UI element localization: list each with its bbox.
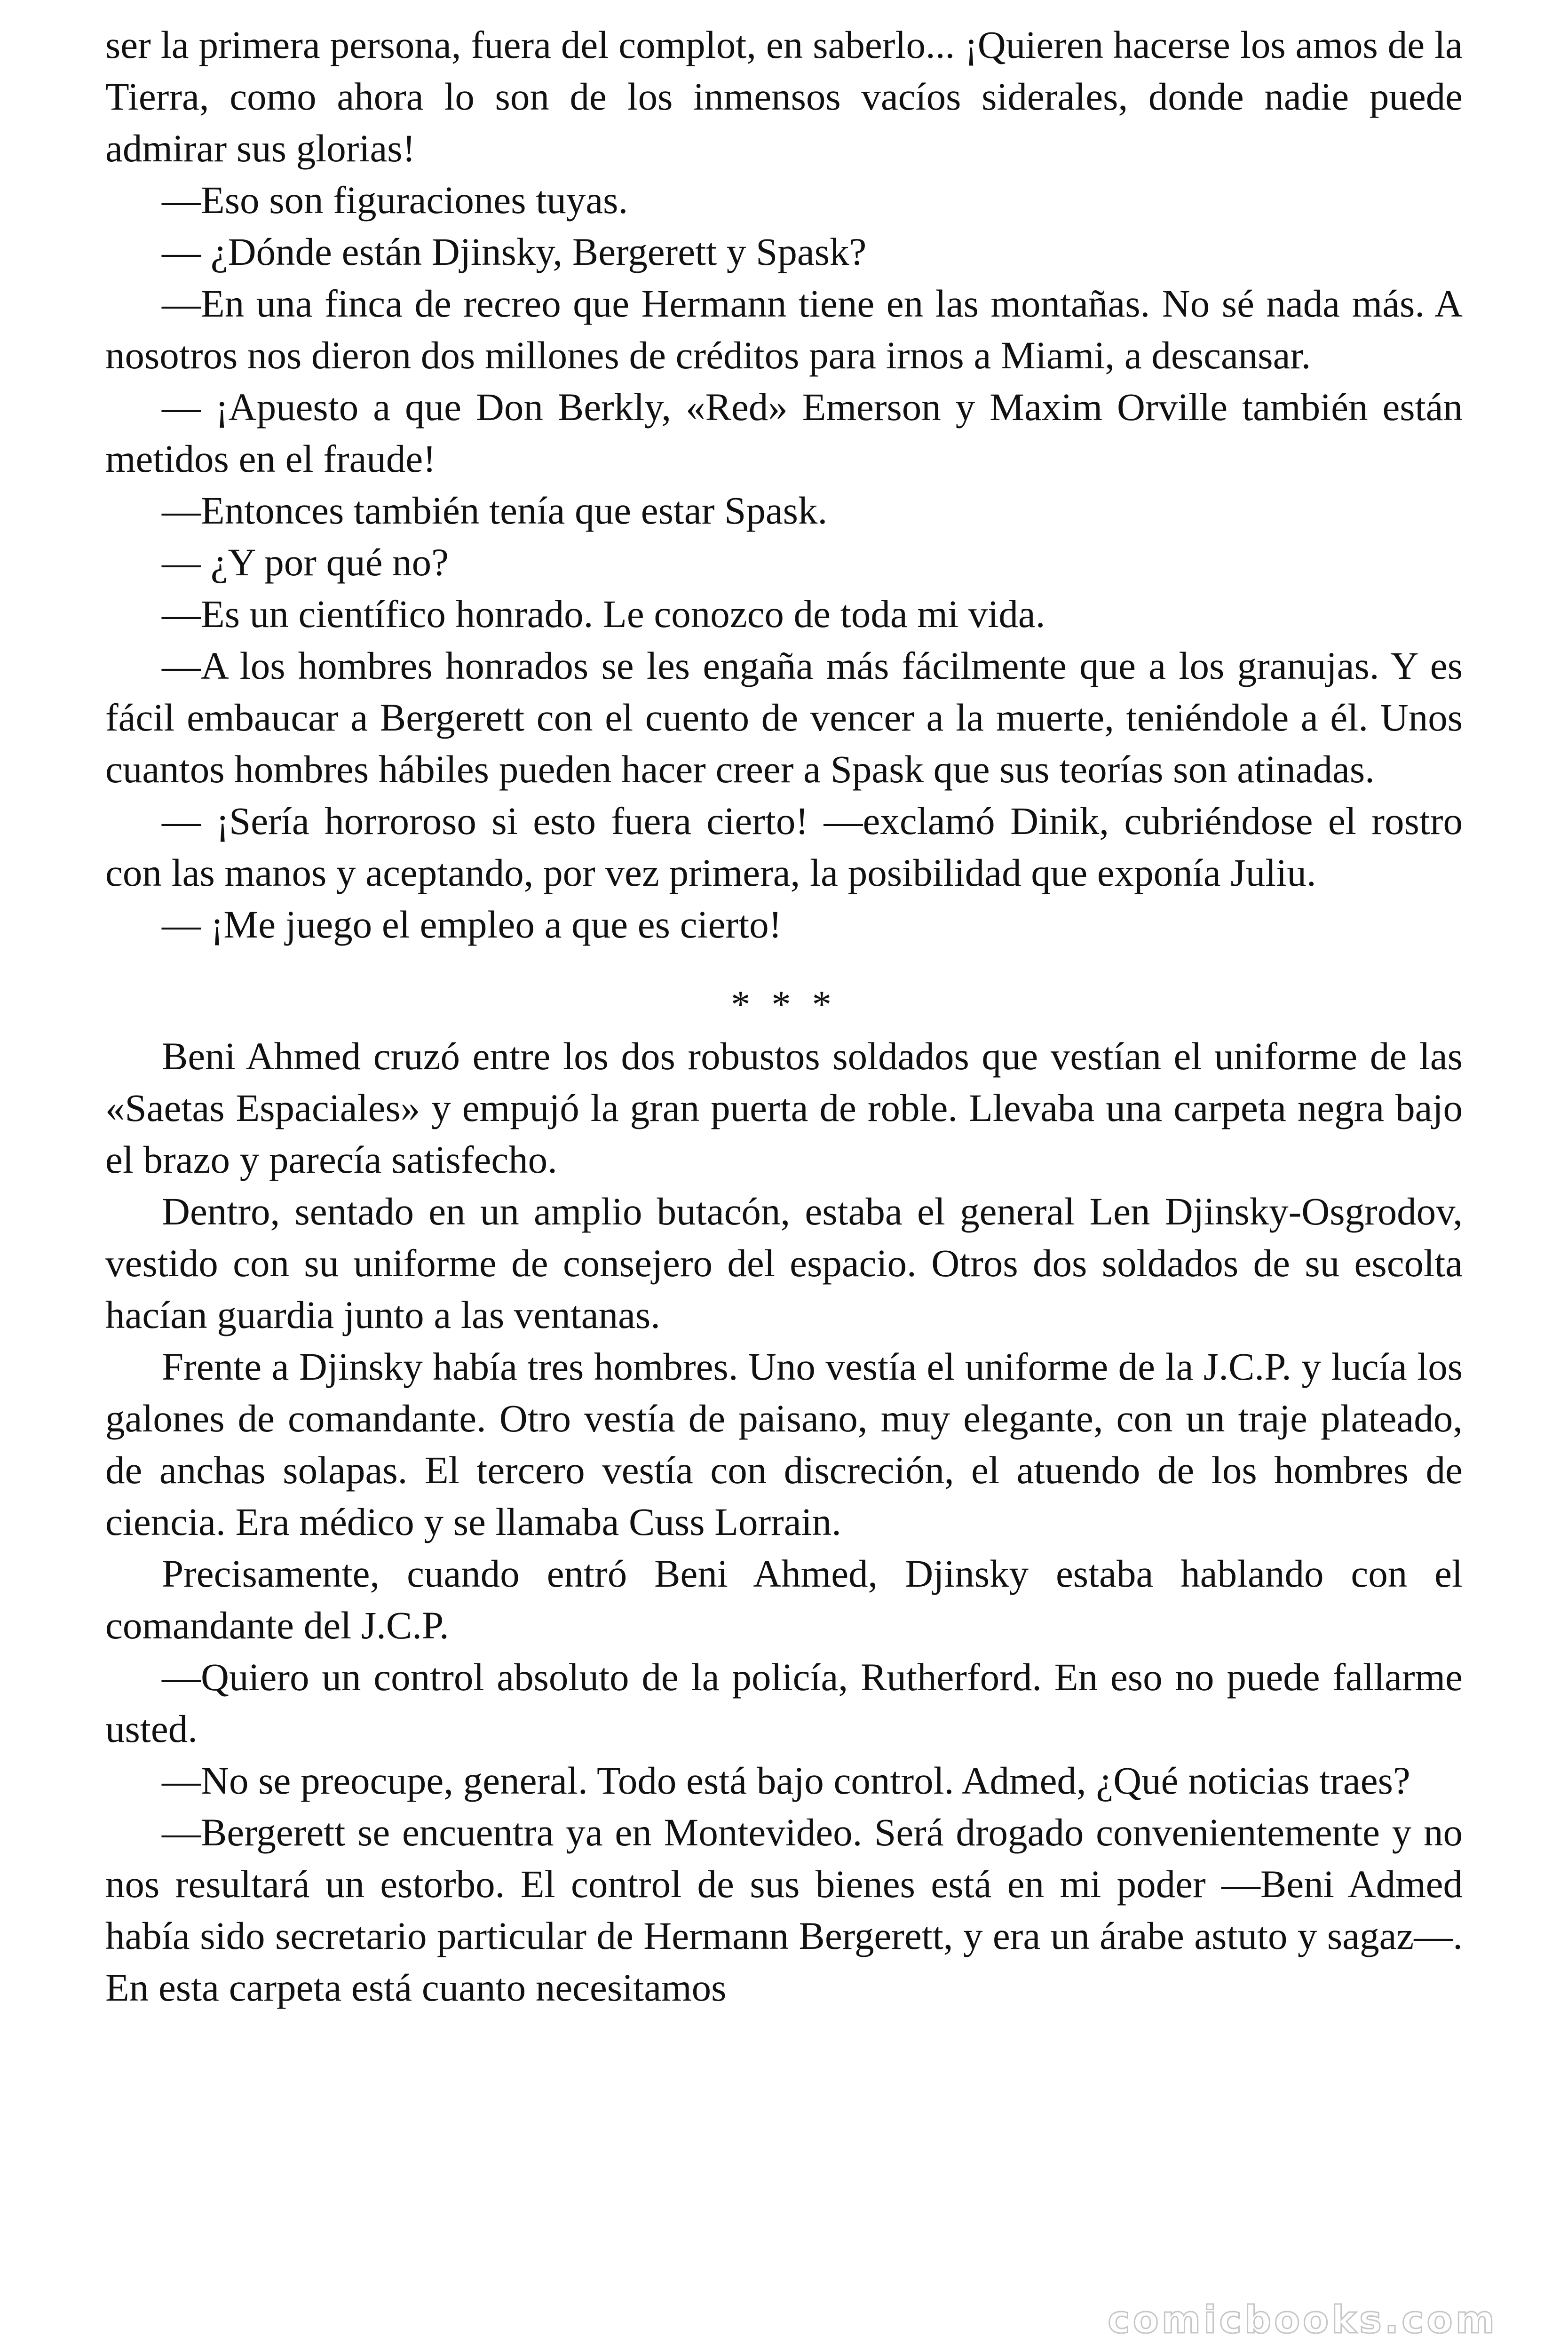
paragraph: ser la primera persona, fuera del complot, en saberlo... ¡Quieren hacerse los amos de la Tierra, como ahora lo son de los inmensos vacíos siderales, donde nadie puede admirar sus glorias! xyxy=(105,23,1463,170)
book-page xyxy=(105,19,1463,2013)
paragraph: —No se preocupe, general. Todo está bajo control. Admed, ¿Qué noticias traes? xyxy=(162,1759,1410,1802)
paragraph: —Quiero un control absoluto de la policía, Rutherford. En eso no puede fallarme usted. xyxy=(105,1655,1463,1750)
paragraph: — ¿Y por qué no? xyxy=(162,540,449,584)
paragraph: — ¡Sería horroroso si esto fuera cierto! —exclamó Dinik, cubriéndose el rostro con las manos y aceptando, por vez primera, la posibilidad que exponía Juliu. xyxy=(105,799,1463,894)
paragraph: —Es un científico honrado. Le conozco de toda mi vida. xyxy=(162,592,1045,636)
paragraph: Beni Ahmed cruzó entre los dos robustos soldados que vestían el uniforme de las «Saetas Espaciales» y empujó la gran puerta de roble. Llevaba una carpeta negra bajo el brazo y parecía satisfecho. xyxy=(105,1034,1463,1181)
paragraph: —Eso son figuraciones tuyas. xyxy=(162,178,628,222)
paragraph: —Entonces también tenía que estar Spask. xyxy=(162,489,828,532)
watermark: comicbooks.com xyxy=(1108,2298,1497,2342)
text-block-top xyxy=(105,19,1463,950)
paragraph: —Bergerett se encuentra ya en Montevideo. Será drogado convenientemente y no nos resultará un estorbo. El control de sus bienes está en mi poder —Beni Admed había sido secretario particular de Hermann Bergerett, y era un árabe astuto y sagaz—. En esta carpeta está cuanto necesitamos xyxy=(105,1811,1463,2009)
paragraph: Precisamente, cuando entró Beni Ahmed, Djinsky estaba hablando con el comandante del J.C.P. xyxy=(105,1552,1463,1647)
paragraph: —A los hombres honrados se les engaña más fácilmente que a los granujas. Y es fácil embaucar a Bergerett con el cuento de vencer a la muerte, teniéndole a él. Unos cuantos hombres hábiles pueden hacer creer a Spask que sus teorías son atinadas. xyxy=(105,644,1463,791)
paragraph: —En una finca de recreo que Hermann tiene en las montañas. No sé nada más. A nosotros nos dieron dos millones de créditos para irnos a Miami, a descansar. xyxy=(105,282,1463,377)
paragraph: — ¡Me juego el empleo a que es cierto! xyxy=(162,903,782,946)
paragraph: Dentro, sentado en un amplio butacón, estaba el general Len Djinsky-Osgrodov, vestido con su uniforme de consejero del espacio. Otros dos soldados de su escolta hacían guardia junto a las ventanas. xyxy=(105,1190,1463,1336)
paragraph: — ¿Dónde están Djinsky, Bergerett y Spask? xyxy=(162,230,867,273)
scene-separator: * * * xyxy=(731,983,837,1026)
text-block-bottom xyxy=(105,1030,1463,2013)
paragraph: Frente a Djinsky había tres hombres. Uno vestía el uniforme de la J.C.P. y lucía los galones de comandante. Otro vestía de paisano, muy elegante, con un traje plateado, de anchas solapas. El tercero vestía con discreción, el atuendo de los hombres de ciencia. Era médico y se llamaba Cuss Lorrain. xyxy=(105,1345,1463,1543)
paragraph: — ¡Apuesto a que Don Berkly, «Red» Emerson y Maxim Orville también están metidos en el fraude! xyxy=(105,385,1463,480)
